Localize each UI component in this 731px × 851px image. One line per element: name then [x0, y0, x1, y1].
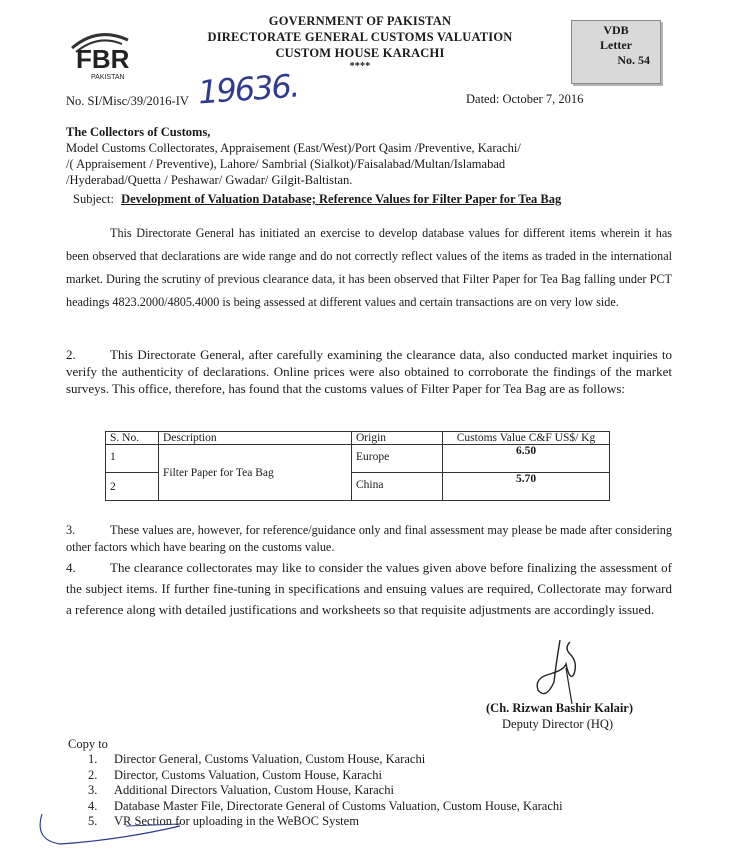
table-cell-origin: China: [352, 473, 443, 501]
list-item: [88, 783, 563, 799]
pen-annotation: [30, 810, 190, 850]
paragraph-1: [66, 222, 672, 314]
handwritten-number: 19636.: [196, 66, 300, 112]
paragraph-4-number: 4.: [66, 560, 76, 575]
vdb-letter-stamp: [571, 20, 661, 84]
addressee-title: The Collectors of Customs,: [66, 125, 211, 139]
list-item: [88, 752, 563, 768]
addressee-line-2: /( Appraisement / Preventive), Lahore/ Sambrial (Sialkot)/Faisalabad/Multan/Islamabad: [66, 157, 506, 171]
addressee-block: [66, 124, 686, 188]
stamp-line-3: No. 54: [617, 53, 650, 67]
subject-label: Subject:: [73, 192, 114, 206]
header-government: GOVERNMENT OF PAKISTAN: [268, 14, 452, 28]
paragraph-4: [66, 557, 672, 620]
header-stars: ****: [349, 61, 371, 72]
list-item-number: 4.: [88, 798, 98, 813]
table-header-sno: S. No.: [106, 432, 159, 445]
list-item-text: Database Master File, Directorate General of Customs Valuation, Custom House, Karachi: [114, 798, 563, 813]
list-item-number: 3.: [88, 783, 98, 797]
date: Dated: October 7, 2016: [466, 92, 584, 106]
subject-text: Development of Valuation Database; Reference Values for Filter Paper for Tea Bag: [121, 192, 562, 206]
table-header-row: [106, 432, 610, 445]
logo-subtext: PAKISTAN: [91, 74, 125, 81]
list-item-text: Additional Directors Valuation, Custom House, Karachi: [114, 783, 394, 797]
table-cell-value: 6.50: [443, 445, 610, 473]
list-item-number: 2.: [88, 767, 98, 782]
table-header-origin: Origin: [352, 432, 443, 445]
table-header-value: Customs Value C&F US$/ Kg: [443, 432, 610, 445]
reference-values-table: [105, 431, 610, 501]
signatory-name: (Ch. Rizwan Bashir Kalair): [486, 701, 633, 715]
reference-number: No. SI/Misc/39/2016-IV: [66, 94, 189, 108]
stamp-line-1: VDB: [603, 23, 629, 37]
subject-line: [73, 192, 561, 207]
signature-mark: [526, 634, 606, 704]
table-cell-sno: 2: [106, 473, 159, 501]
list-item-text: Director, Customs Valuation, Custom House, Karachi: [114, 767, 382, 782]
list-item-number: 5.: [88, 814, 98, 828]
header-directorate: DIRECTORATE GENERAL CUSTOMS VALUATION: [207, 30, 513, 44]
paragraph-1-text: This Directorate General has initiated an exercise to develop database values for different items wherein it has been observed that declarations are wide range and do not correctly reflect values of the items as traded in the international market. During the scrutiny of previous clearance data, it has been observed that Filter Paper for Tea Bag falling under PCT headings 4823.2000/4805.4000 is being assessed at different values and certain transactions are on very low side.: [66, 226, 672, 309]
paragraph-2: [66, 346, 672, 397]
paragraph-3: [66, 522, 672, 556]
table-row: [106, 445, 610, 473]
list-item-text: VR Section for uploading in the WeBOC System: [114, 814, 359, 828]
fbr-logo: [58, 22, 158, 82]
addressee-line-1: Model Customs Collectorates, Appraisement (East/West)/Port Qasim /Preventive, Karachi/: [66, 141, 521, 155]
list-item-text: Director General, Customs Valuation, Custom House, Karachi: [114, 752, 426, 766]
paragraph-2-number: 2.: [66, 347, 76, 362]
list-item: [88, 768, 563, 784]
paragraph-4-text: The clearance collectorates may like to consider the values given above before finalizing the assessment of the subject items. If further fine-tuning in specifications and ensuing values are required, Collectorate may forward a reference along with detailed justifications and worksheets so that requisite adjustments are accordingly issued.: [66, 560, 672, 617]
table-cell-description: Filter Paper for Tea Bag: [159, 445, 352, 501]
header-custom-house: CUSTOM HOUSE KARACHI: [275, 46, 445, 60]
paragraph-3-number: 3.: [66, 523, 76, 537]
addressee-line-3: /Hyderabad/Quetta / Peshawar/ Gwadar/ Gilgit-Baltistan.: [66, 173, 353, 187]
table-header-description: Description: [159, 432, 352, 445]
table-cell-value: 5.70: [443, 473, 610, 501]
paragraph-2-text: This Directorate General, after carefully examining the clearance data, also conducted market inquiries to verify the authenticity of declarations. Online prices were also obtained to corroborate the findings of the market surveys. This office, therefore, has found that the customs values of Filter Paper for Tea Bag are as follows:: [66, 347, 672, 396]
table-cell-origin: Europe: [352, 445, 443, 473]
stamp-line-2: Letter: [600, 38, 632, 52]
list-item-number: 1.: [88, 752, 98, 766]
logo-text: FBR: [76, 44, 130, 74]
table-cell-sno: 1: [106, 445, 159, 473]
signatory-title: Deputy Director (HQ): [502, 717, 614, 731]
copy-to-label: Copy to: [68, 737, 108, 751]
paragraph-3-text: These values are, however, for reference/guidance only and final assessment may please be made after considering other factors which have bearing on the customs value.: [66, 523, 672, 554]
